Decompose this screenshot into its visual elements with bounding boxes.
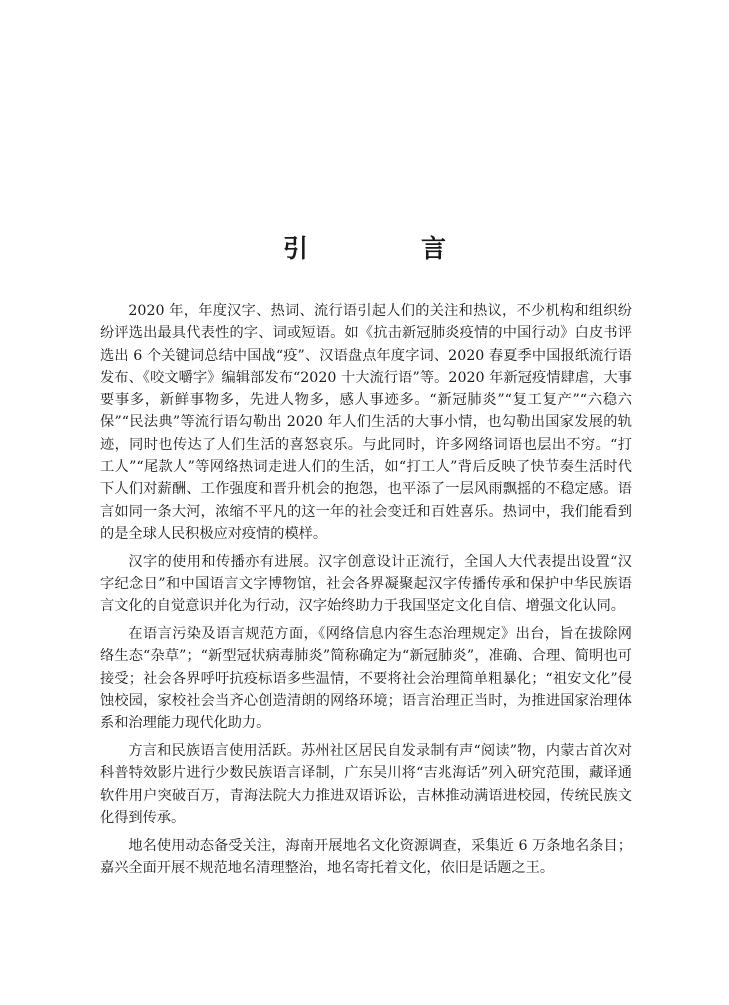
paragraph-3: 在语言污染及语言规范方面，《网络信息内容生态治理规定》出台，旨在拔除网络生态“杂草”；“新型冠状病毒肺炎”简称确定为“新冠肺炎”，准确、合理、简明也可接受；社会各界呼吁抗疫标语多些温情，不要将社会治理简单粗暴化；“祖安文化”侵蚀校园，家校社会当齐心创造清朗的网络环境；语言治理正当时，为推进国家治理体系和治理能力现代化助力。 (100, 626, 632, 732)
page-title: 引 言 (282, 233, 490, 263)
paragraph-5: 地名使用动态备受关注，海南开展地名文化资源调查，采集近 6 万条地名条目；嘉兴全面开展不规范地名清理整治，地名寄托着文化，依旧是话题之王。 (100, 837, 632, 877)
paragraph-1: 2020 年，年度汉字、热词、流行语引起人们的关注和热议，不少机构和组织纷纷评选出最具代表性的字、词或短语。如《抗击新冠肺炎疫情的中国行动》白皮书评选出 6 个关键词总结中国战“疫”、汉语盘点年度字词、2020 春夏季中国报纸流行语发布、《咬文嚼字》编辑部发布“2020 十大流行语”等。2020 年新冠疫情肆虐，大事要事多，新鲜事物多，先进人物多，感人事迹多。“新冠肺炎”“复工复产”“六稳六保”“民法典”等流行语勾勒出 2020 年人们生活的大事小情，也勾勒出国家发展的轨迹，同时也传达了人们生活的喜怒哀乐。与此同时，许多网络词语也层出不穷。“打工人”“尾款人”等网络热词走进人们的生活，如“打工人”背后反映了快节奏生活时代下人们对薪酬、工作强度和晋升机会的抱怨，也平添了一层风雨飘摇的不稳定感。语言如同一条大河，浓缩不平凡的这一年的社会变迁和百姓喜乐。热词中，我们能看到的是全球人民积极应对疫情的模样。 (100, 303, 632, 542)
paragraph-2: 汉字的使用和传播亦有进展。汉字创意设计正流行，全国人大代表提出设置“汉字纪念日”和中国语言文字博物馆，社会各界凝聚起汉字传播传承和保护中华民族语言文化的自觉意识并化为行动，汉字始终助力于我国坚定文化自信、增强文化认同。 (100, 553, 632, 615)
paragraph-4: 方言和民族语言使用活跃。苏州社区居民自发录制有声“阅读”物，内蒙古首次对科普特效影片进行少数民族语言译制，广东吴川将“吉兆海话”列入研究范围，藏译通软件用户突破百万，青海法院大力推进双语诉讼，吉林推动满语进校园，传统民族文化得到传承。 (100, 743, 632, 827)
body-text (100, 300, 632, 879)
